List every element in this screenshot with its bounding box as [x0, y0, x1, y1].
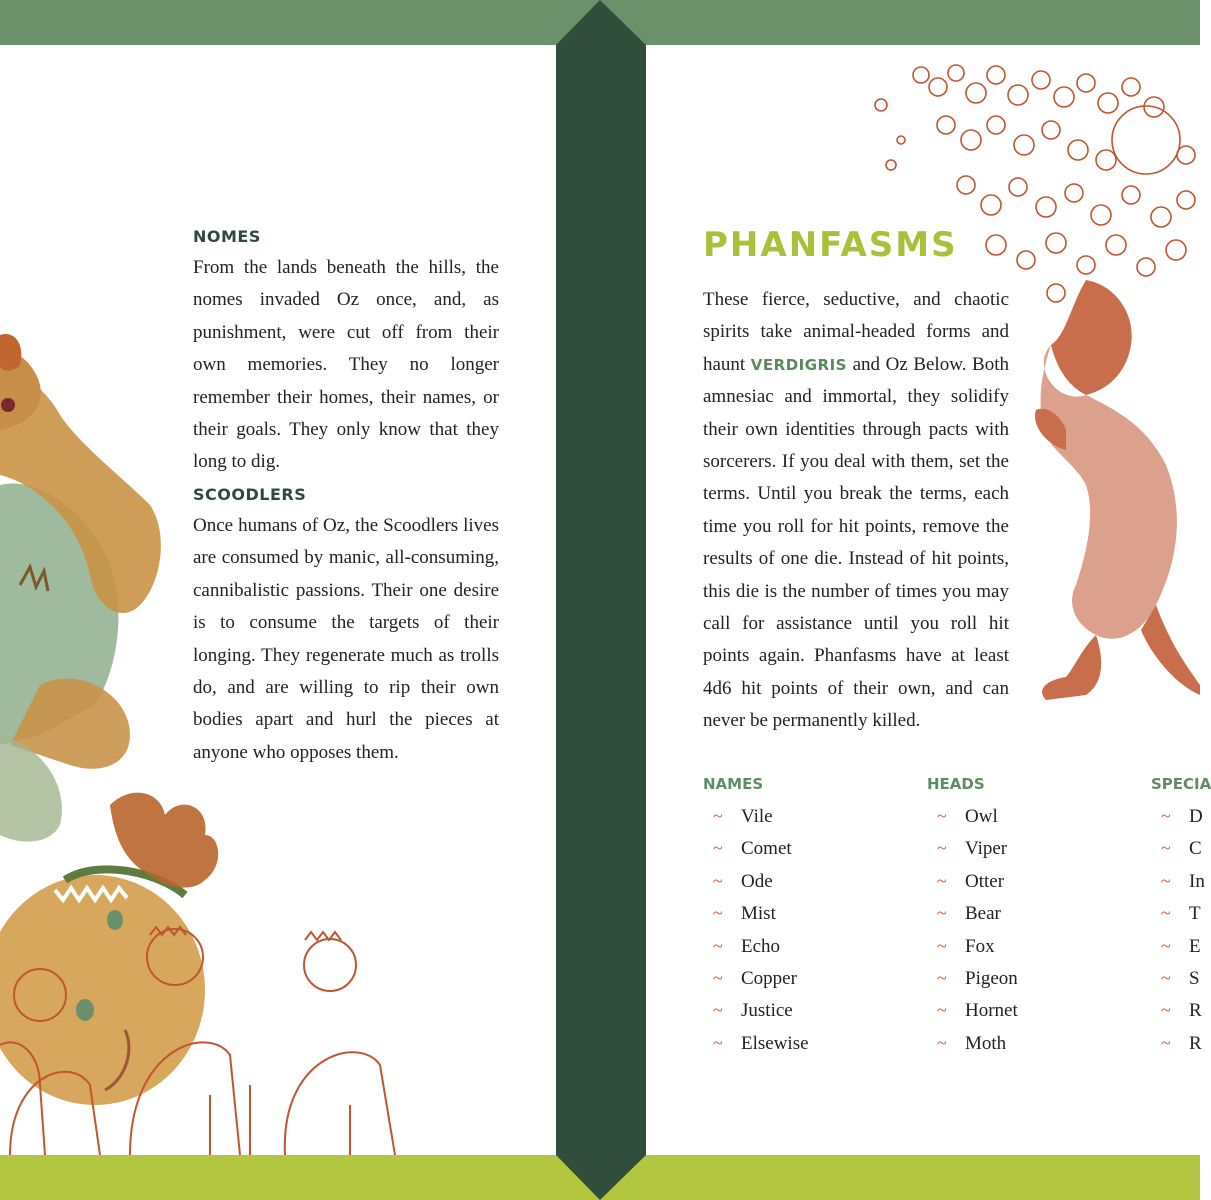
list-item-text: Bear	[965, 903, 1001, 925]
list-item-text: C	[1189, 838, 1202, 860]
list-item-text: S	[1189, 967, 1200, 989]
tilde-icon: ~	[713, 838, 723, 859]
list-item	[703, 865, 809, 897]
list-item	[927, 994, 1018, 1026]
heads-list	[927, 800, 1018, 1059]
tilde-icon: ~	[937, 838, 947, 859]
list-item-text: In	[1189, 870, 1205, 892]
list-item-text: Pigeon	[965, 967, 1018, 989]
verdigris-term: VERDIGRIS	[750, 355, 847, 374]
list-item-text: Copper	[741, 967, 797, 989]
list-item	[927, 865, 1018, 897]
phanfasm-figure	[1035, 280, 1200, 700]
tilde-icon: ~	[1161, 838, 1171, 859]
list-item-text: D	[1189, 806, 1203, 827]
tilde-icon: ~	[713, 935, 723, 956]
list-item-text: Elsewise	[741, 1032, 809, 1054]
list-item-text: Owl	[965, 806, 998, 827]
list-item	[703, 1027, 809, 1059]
list-item	[1151, 832, 1205, 864]
special-list	[1151, 800, 1205, 1059]
list-item-text: T	[1189, 903, 1201, 925]
bubbles	[875, 65, 1211, 302]
list-item	[703, 930, 809, 962]
tilde-icon: ~	[937, 935, 947, 956]
list-item	[927, 962, 1018, 994]
right-page	[646, 45, 1211, 1155]
list-item-text: Ode	[741, 870, 773, 892]
list-item	[927, 897, 1018, 929]
list-item-text: Mist	[741, 903, 776, 925]
list-item	[1151, 800, 1205, 832]
phanfasms-body-end: and Oz Below. Both amnesiac and immortal, they solidify their own identities through pacts with sorcerers. If you deal with them, set the terms. Until you break the terms, each time you roll for hit points, remove the results of one die. Instead of hit points, this die is the number of times you may call for assistance until you roll hit points again. Phanfasms have at least 4d6 hit points of their own, and can never be permanently killed.	[703, 353, 1009, 732]
list-item	[1151, 1027, 1205, 1059]
phanfasms-body-start: These fierce, seductive, and chaotic spirits take animal-headed forms and haunt	[703, 289, 1009, 375]
names-column-header: NAMES	[703, 775, 764, 793]
list-item	[1151, 962, 1205, 994]
list-item-text: R	[1189, 1032, 1202, 1054]
list-item-text: R	[1189, 1000, 1202, 1022]
special-column-header: SPECIA	[1151, 775, 1211, 793]
list-item	[703, 832, 809, 864]
list-item	[703, 897, 809, 929]
list-item	[703, 800, 809, 832]
tilde-icon: ~	[937, 806, 947, 826]
phanfasms-body	[703, 284, 1009, 738]
list-item-text: E	[1189, 935, 1201, 957]
tilde-icon: ~	[1161, 903, 1171, 924]
names-list	[703, 800, 809, 1059]
list-item-text: Hornet	[965, 1000, 1018, 1022]
tilde-icon: ~	[937, 1032, 947, 1053]
list-item	[1151, 994, 1205, 1026]
scoodlers-heading: SCOODLERS	[193, 485, 307, 504]
list-item	[1151, 930, 1205, 962]
list-item-text: Moth	[965, 1032, 1007, 1054]
tilde-icon: ~	[713, 806, 723, 826]
tilde-icon: ~	[713, 903, 723, 924]
nomes-body: From the lands beneath the hills, the nomes invaded Oz once, and, as punishment, were cut off from their own memories. They no longer remember their homes, their names, or their goals. They only know that they long to dig.	[193, 257, 499, 473]
scoodlers-body: Once humans of Oz, the Scoodlers lives are consumed by manic, all-consuming, cannibalistic passions. Their one desire is to consume the targets of their longing. They regenerate much as trolls do, and are willing to rip their own bodies apart and hurl the pieces at anyone who opposes them.	[193, 515, 499, 763]
list-item	[703, 962, 809, 994]
list-item	[927, 800, 1018, 832]
tilde-icon: ~	[1161, 1000, 1171, 1021]
list-item	[1151, 865, 1205, 897]
list-item-text: Otter	[965, 870, 1005, 892]
list-item-text: Vile	[741, 806, 773, 827]
nomes-heading: NOMES	[193, 227, 261, 246]
tilde-icon: ~	[713, 1000, 723, 1021]
tilde-icon: ~	[1161, 806, 1171, 826]
tilde-icon: ~	[1161, 1032, 1171, 1053]
phanfasms-title: PHANFASMS	[703, 225, 958, 265]
tilde-icon: ~	[713, 870, 723, 891]
list-item	[1151, 897, 1205, 929]
list-item	[927, 832, 1018, 864]
tilde-icon: ~	[713, 1032, 723, 1053]
list-item	[927, 930, 1018, 962]
list-item-text: Echo	[741, 935, 781, 957]
list-item-text: Justice	[741, 1000, 793, 1022]
list-item-text: Viper	[965, 838, 1008, 860]
tilde-icon: ~	[937, 967, 947, 988]
tilde-icon: ~	[1161, 967, 1171, 988]
tilde-icon: ~	[713, 967, 723, 988]
tilde-icon: ~	[1161, 870, 1171, 891]
list-item-text: Fox	[965, 935, 995, 957]
tilde-icon: ~	[1161, 935, 1171, 956]
list-item	[927, 1027, 1018, 1059]
list-item	[703, 994, 809, 1026]
tilde-icon: ~	[937, 903, 947, 924]
list-item-text: Comet	[741, 838, 792, 860]
tilde-icon: ~	[937, 870, 947, 891]
heads-column-header: HEADS	[927, 775, 985, 793]
tilde-icon: ~	[937, 1000, 947, 1021]
